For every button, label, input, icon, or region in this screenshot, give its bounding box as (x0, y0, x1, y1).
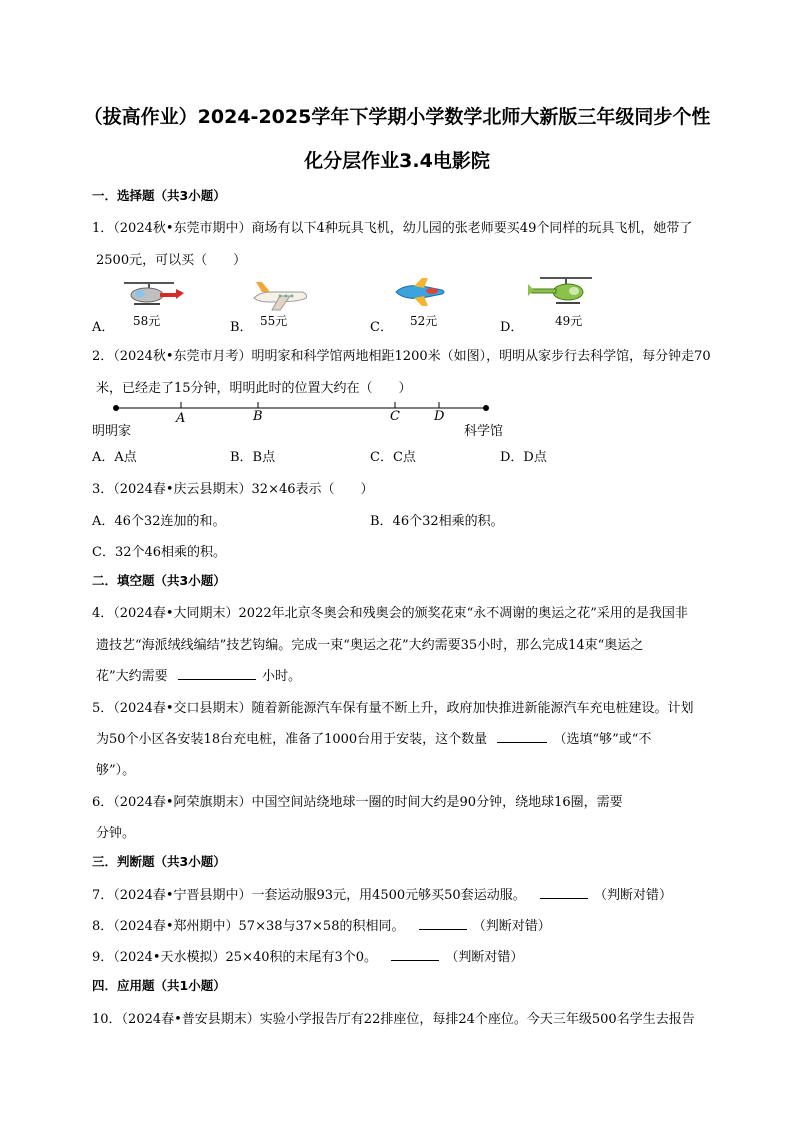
q1-option-a-price: 58元 (133, 314, 161, 328)
q1-stem-line1: 1．（2024秋•东莞市期中）商场有以下4种玩具飞机，幼儿园的张老师要买49个同样的玩具飞机，她带了 (92, 221, 693, 236)
q9-text: 9．（2024•天水模拟）25×40积的末尾有3个0。 (92, 950, 378, 965)
page-title-line1: （拔高作业）2024-2025学年下学期小学数学北师大新版三年级同步个性 (83, 106, 711, 128)
q6-stem-line2: 分钟。 (96, 826, 136, 841)
q1-option-b-letter[interactable]: B． (230, 320, 253, 335)
q7-tail: （判断对错） (593, 888, 672, 903)
q1-option-c-price: 52元 (410, 314, 438, 328)
q4-stem-line1: 4．（2024春•大同期末）2022年北京冬奥会和残奥会的颁奖花束“永不凋谢的奥运之花”采用的是我国非 (92, 606, 688, 621)
q1-option-a-letter[interactable]: A． (92, 320, 115, 335)
section-heading-judge: 三．判断题（共3小题） (92, 854, 226, 869)
q2-option-c[interactable]: C．C点 (370, 450, 416, 465)
q4-line3-text: 花”大约需要 (96, 669, 168, 684)
diagram-start-label: 明明家 (92, 424, 132, 439)
q6-stem-line1: 6．（2024春•阿荣旗期末）中国空间站绕地球一圈的时间大约是90分钟，绕地球16圈，需要 (92, 795, 623, 810)
section-heading-application: 四．应用题（共1小题） (92, 978, 226, 993)
jet-plane-icon (392, 276, 448, 308)
q2-option-d[interactable]: D．D点 (500, 450, 547, 465)
q1-option-c-letter[interactable]: C． (370, 320, 393, 335)
q5-stem-line3: 够”）。 (96, 763, 136, 778)
q8-line (92, 915, 551, 934)
q8-text: 8．（2024春•郑州期中）57×38与37×58的积相同。 (92, 919, 405, 934)
diagram-point-b: B (253, 409, 263, 424)
q1-option-d-letter[interactable]: D． (500, 320, 524, 335)
q1-option-b-price: 55元 (260, 314, 288, 328)
q9-tail: （判断对错） (445, 950, 524, 965)
section-heading-choice: 一．选择题（共3小题） (92, 188, 226, 203)
diagram-point-c: C (390, 409, 400, 424)
diagram-point-d: D (434, 409, 445, 424)
q3-option-a[interactable]: A．46个32连加的和。 (92, 514, 226, 529)
q3-option-b[interactable]: B．46个32相乘的积。 (370, 514, 504, 529)
q2-option-a[interactable]: A．A点 (92, 450, 137, 465)
q5-stem-line2 (96, 728, 651, 747)
diagram-end-label: 科学馆 (464, 424, 504, 439)
q1-option-d-price: 49元 (555, 314, 583, 328)
q3-option-c[interactable]: C．32个46相乘的积。 (92, 545, 227, 560)
q10-stem-line1: 10．（2024春•普安县期末）实验小学报告厅有22排座位，每排24个座位。今天三年级500名学生去报告 (92, 1012, 695, 1027)
q7-text: 7．（2024春•宁晋县期中）一套运动服93元，用4500元够买50套运动服。 (92, 888, 526, 903)
q2-stem-line1: 2．（2024秋•东莞市月考）明明家和科学馆两地相距1200米（如图），明明从家步行去科学馆，每分钟走70 (92, 349, 711, 364)
q9-answer-blank[interactable] (391, 948, 439, 961)
q5-line2-tail: （选填“够”或“不 (553, 732, 652, 747)
q2-option-b[interactable]: B．B点 (230, 450, 276, 465)
q9-line (92, 946, 523, 965)
q7-answer-blank[interactable] (540, 886, 588, 899)
q3-stem: 3．（2024春•庆云县期末）32×46表示（ ） (92, 482, 374, 497)
q1-stem-line2: 2500元，可以买（ ） (96, 253, 247, 268)
section-heading-fill: 二．填空题（共3小题） (92, 573, 226, 588)
page-title-line2: 化分层作业3.4电影院 (304, 150, 490, 172)
q4-stem-line3 (96, 665, 301, 684)
helicopter-green-icon (526, 274, 598, 308)
diagram-point-a: A (176, 411, 186, 426)
q5-answer-blank[interactable] (497, 730, 547, 743)
airplane-icon (250, 278, 310, 312)
q4-line3-unit: 小时。 (261, 669, 301, 684)
q5-line2-text: 为50个小区各安装18台充电桩，准备了1000台用于安装，这个数量 (96, 732, 488, 747)
q4-answer-blank[interactable] (178, 667, 256, 680)
q8-tail: （判断对错） (472, 919, 551, 934)
q2-stem-line2: 米，已经走了15分钟，明明此时的位置大约在（ ） (96, 381, 412, 396)
q5-stem-line1: 5．（2024春•交口县期末）随着新能源汽车保有量不断上升，政府加快推进新能源汽车充电桩建设。计划 (92, 701, 694, 716)
q8-answer-blank[interactable] (419, 917, 467, 930)
q7-line (92, 884, 672, 903)
q4-stem-line2: 遗技艺“海派绒线编结”技艺钩编。完成一束“奥运之花”大约需要35小时，那么完成14束“奥运之 (96, 638, 644, 653)
helicopter-red-icon (120, 279, 186, 309)
